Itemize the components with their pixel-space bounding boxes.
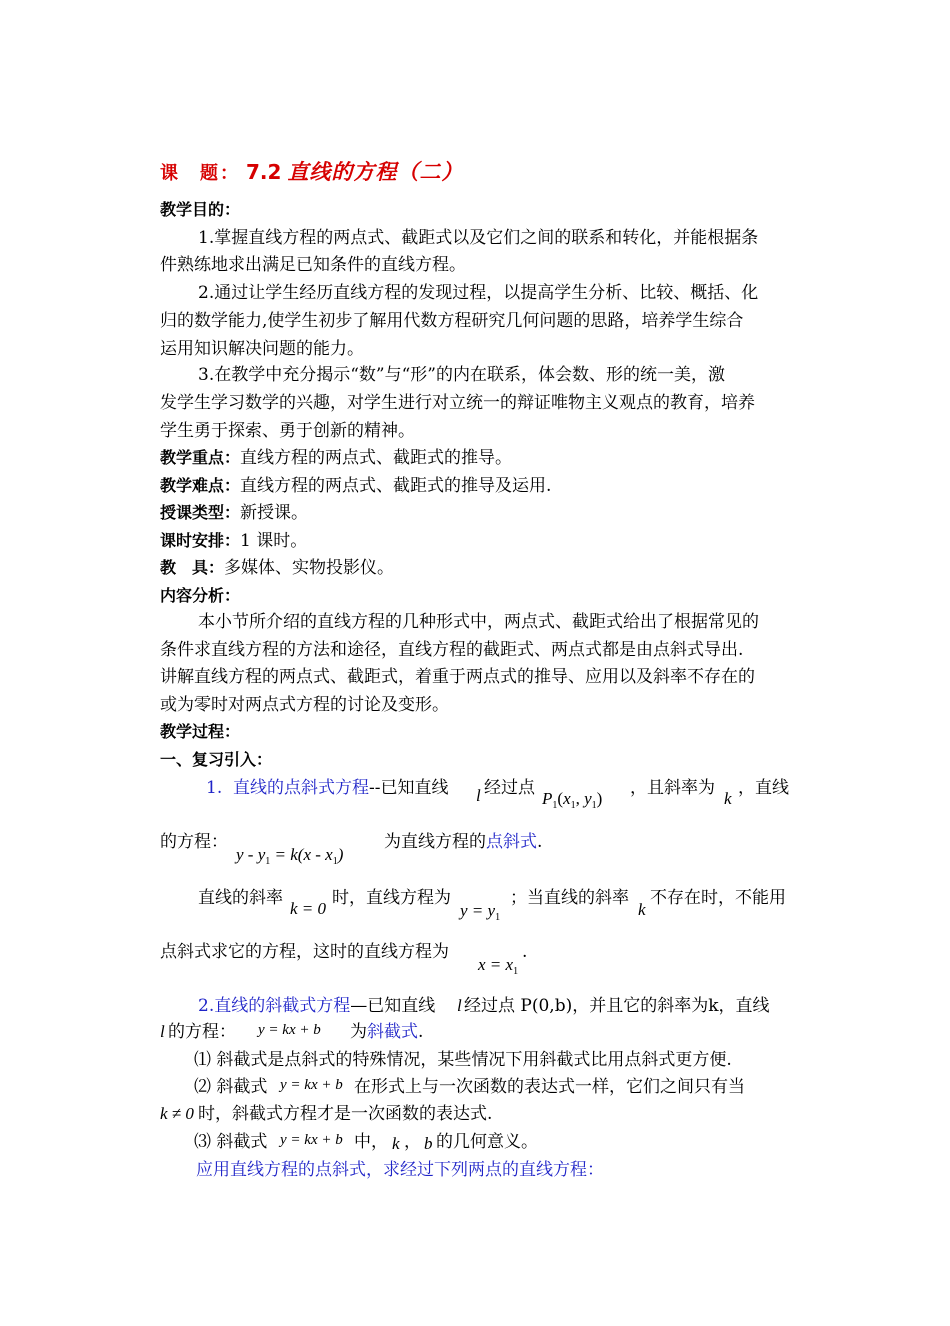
lesson-type-label: 授课类型：: [160, 503, 241, 522]
math-slope-intercept-eq: y = kx + b: [258, 1022, 321, 1038]
point-slope-term: 直线的点斜式方程: [233, 778, 370, 798]
text: 经过点 P(0,b)，并且它的斜率为k，直线: [464, 996, 770, 1016]
text: 的方程：: [160, 832, 228, 852]
text: 时，斜截式方程才是一次函数的表达式.: [198, 1104, 493, 1124]
math-slope-intercept-eq: y = kx + b: [280, 1132, 343, 1148]
lesson-type-row: [160, 503, 308, 523]
objective-line: 1.掌握直线方程的两点式、截距式以及它们之间的联系和转化，并能根据条: [198, 228, 759, 248]
text: 不存在时，不能用: [650, 888, 786, 908]
math-k: k: [638, 900, 646, 919]
note-1: ⑴ 斜截式是点斜式的特殊情况，某些情况下用斜截式比用点斜式更方便.: [194, 1050, 732, 1070]
text: 在形式上与一次函数的表达式一样，它们之间只有当: [354, 1077, 745, 1097]
text: .: [522, 942, 528, 962]
text: --已知直线: [369, 778, 449, 798]
math-point-p1: $P_1(x_1$, $y_1$): [542, 789, 603, 811]
note-3: ⑶ 斜截式: [194, 1132, 268, 1152]
objectives-heading: 教学目的：: [160, 200, 241, 219]
key-points-row: [160, 448, 512, 468]
tools-label: 教 具：: [160, 558, 225, 577]
slope-intercept-term: 2.直线的斜截式方程: [198, 996, 351, 1016]
title-label: 课 题：: [160, 163, 240, 184]
point-slope-line1: [206, 778, 449, 798]
objective-line: 3.在教学中充分揭示“数”与“形”的内在联系，体会数、形的统一美，激: [198, 365, 725, 385]
math-k: k: [724, 789, 732, 808]
math-k-zero: k = 0: [290, 899, 327, 918]
apply-instruction: 应用直线方程的点斜式，求经过下列两点的直线方程：: [196, 1160, 604, 1180]
objective-line: 2.通过让学生经历直线方程的发现过程，以提高学生分析、比较、概括、化: [198, 283, 759, 303]
math-l: l: [457, 996, 462, 1015]
math-x-eq-x1: $x = x_1$: [478, 955, 519, 977]
tools-value: 多媒体、实物投影仪。: [224, 558, 395, 578]
key-points-label: 教学重点：: [160, 448, 241, 467]
objective-line: 件熟练地求出满足已知条件的直线方程。: [160, 255, 466, 275]
objective-line: 归的数学能力,使学生初步了解用代数方程研究几何问题的思路，培养学生综合: [160, 311, 744, 331]
math-point-slope-eq: $y - y_1 = k(x - x_1)$: [236, 845, 344, 867]
lesson-type-value: 新授课。: [240, 503, 309, 523]
math-l: l: [160, 1022, 165, 1041]
text: 直线的斜率: [198, 888, 283, 908]
text: 点斜式求它的方程，这时的直线方程为: [160, 942, 449, 962]
math-k-ne-zero: k ≠ 0: [160, 1104, 194, 1123]
difficulties-value: 直线方程的两点式、截距式的推导及运用.: [240, 476, 552, 496]
text: ，直线: [738, 778, 789, 798]
objective-line: 发学生学习数学的兴趣，对学生进行对立统一的辩证唯物主义观点的教育，培养: [160, 393, 755, 413]
text: 的方程：: [168, 1022, 236, 1042]
math-b: b: [424, 1134, 433, 1153]
section-review-heading: 一、复习引入：: [160, 750, 273, 769]
objective-line: 运用知识解决问题的能力。: [160, 339, 364, 359]
math-slope-intercept-eq: y = kx + b: [280, 1077, 343, 1093]
analysis-heading: 内容分析：: [160, 586, 241, 605]
point-slope-name: 点斜式: [486, 832, 537, 852]
text: 的几何意义。: [436, 1132, 538, 1152]
math-y-eq-y1: $y = y_1$: [460, 901, 501, 923]
analysis-line: 本小节所介绍的直线方程的几种形式中，两点式、截距式给出了根据常见的: [198, 612, 759, 632]
slope-intercept-desc: 为斜截式.: [350, 1022, 424, 1042]
title-number: 7.2: [246, 160, 282, 184]
math-l: l: [476, 786, 481, 805]
text: 中，: [354, 1132, 388, 1152]
lesson-title: [160, 156, 463, 186]
title-text: 直线的方程（二）: [287, 160, 464, 184]
note-2: ⑵ 斜截式: [194, 1077, 268, 1097]
slope-intercept-line1: 2.直线的斜截式方程—已知直线: [198, 996, 436, 1016]
analysis-line: 讲解直线方程的两点式、截距式，着重于两点式的推导、应用以及斜率不存在的: [160, 667, 755, 687]
analysis-line: 条件求直线方程的方法和途径，直线方程的截距式、两点式都是由点斜式导出.: [160, 640, 744, 660]
slope-intercept-name: 斜截式: [367, 1022, 418, 1042]
process-heading: 教学过程：: [160, 722, 241, 741]
analysis-line: 或为零时对两点式方程的讨论及变形。: [160, 695, 449, 715]
periods-row: [160, 531, 307, 551]
key-points-value: 直线方程的两点式、截距式的推导。: [240, 448, 513, 468]
tools-row: [160, 558, 394, 578]
text: 时，直线方程为: [332, 888, 451, 908]
point-slope-desc: 为直线方程的点斜式.: [384, 832, 543, 852]
text: ，: [404, 1132, 421, 1152]
item-number: 1.: [206, 778, 223, 798]
difficulties-label: 教学难点：: [160, 476, 241, 495]
difficulties-row: [160, 476, 551, 496]
periods-value: 1 课时。: [240, 531, 308, 551]
text: ，且斜率为: [630, 778, 715, 798]
text: 经过点: [484, 778, 535, 798]
text: ；当直线的斜率: [510, 888, 629, 908]
objective-line: 学生勇于探索、勇于创新的精神。: [160, 421, 415, 441]
math-k: k: [392, 1134, 400, 1153]
periods-label: 课时安排：: [160, 531, 241, 550]
